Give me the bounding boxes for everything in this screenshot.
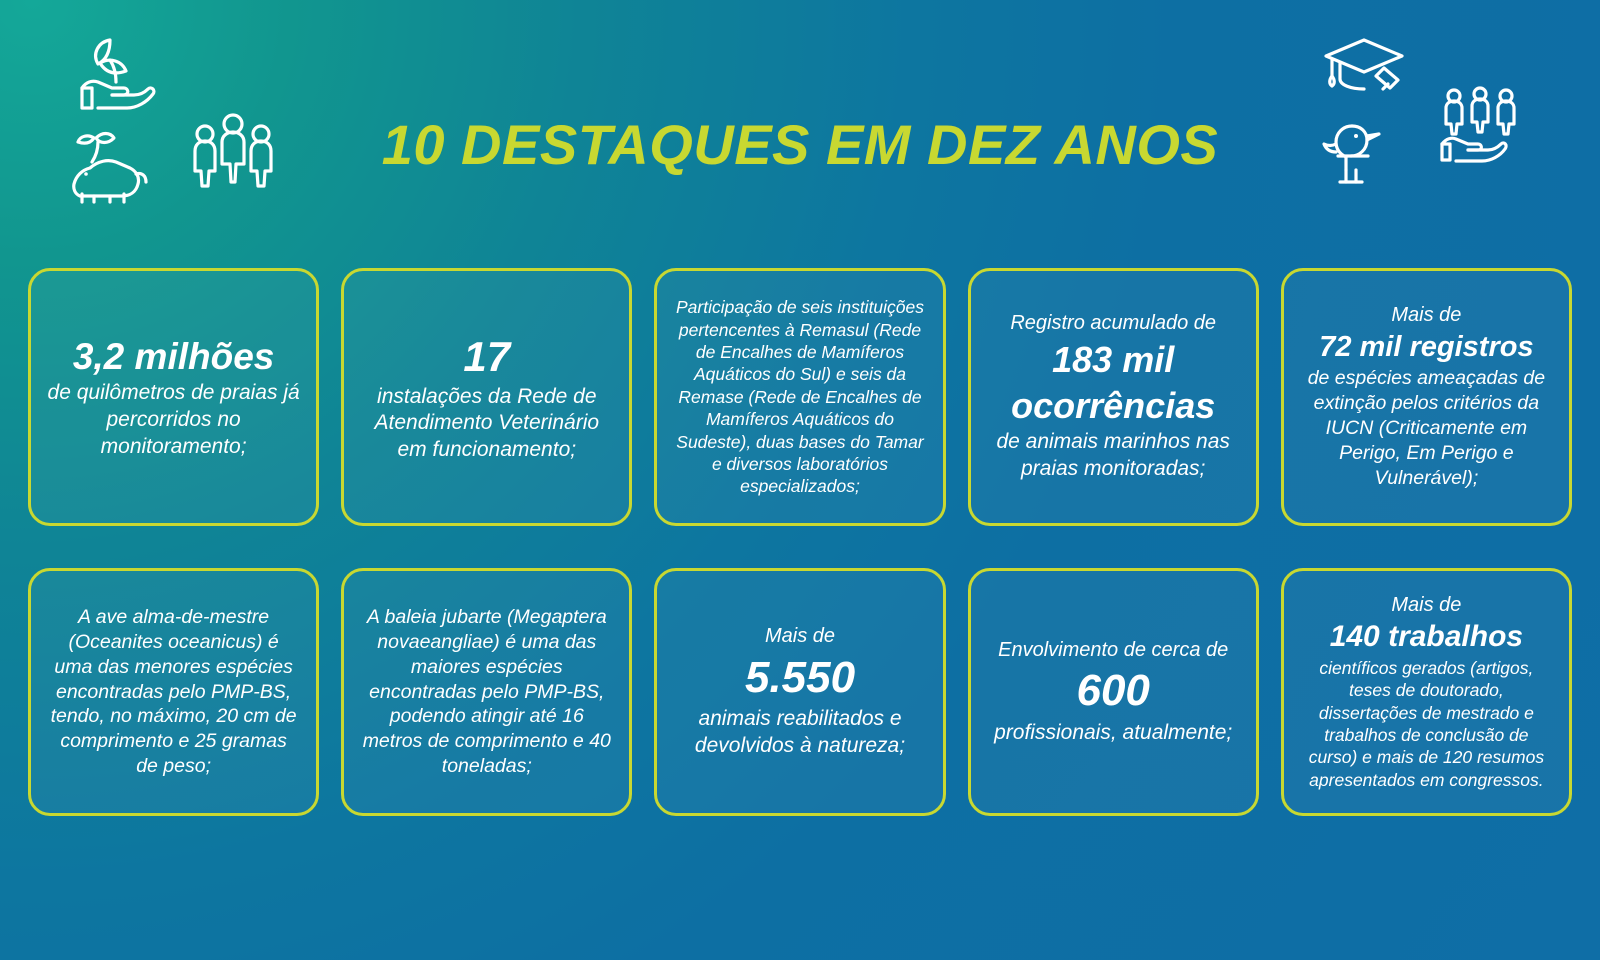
card-8-lead: Mais de [764,625,835,648]
card-10-text: científicos gerados (artigos, teses de doutorado, dissertações de mestrado e trabalhos de conclusão de curso) e mais de 120 resumos apresentados em congressos. [1308,657,1545,790]
card-2-text: instalações da Rede de Atendimento Veterinário em funcionamento; [374,384,600,462]
card-10-lead: Mais de [1391,593,1462,616]
card-8-text: animais reabilitados e devolvidos à natureza; [694,707,906,757]
card-4-lead: Registro acumulado de [1010,312,1217,335]
highlight-card-8 [654,568,945,816]
highlight-card-1 [28,268,319,526]
highlight-card-5 [1281,268,1572,526]
card-1-text: de quilômetros de praias já percorridos no monitoramento; [47,381,300,459]
card-5-text: de espécies ameaçadas de extinção pelos critérios da IUCN (Criticamente em Perigo, Em Perigo e Vulnerável); [1307,366,1546,489]
card-9-text: profissionais, atualmente; [994,720,1233,744]
card-2-number: 17 [463,332,511,380]
highlight-card-7 [341,568,632,816]
highlight-card-3 [654,268,945,526]
card-7-text: A baleia jubarte (Megaptera novaeangliae) é uma das maiores espécies encontradas pelo PMP-BS, podendo atingir até 16 metros de comprimento e 40 toneladas; [362,605,611,778]
card-5-number: 72 mil registros [1319,330,1534,363]
poster-header [0,0,1600,250]
card-5-lead: Mais de [1391,304,1462,327]
graduation-cap-icon [1314,30,1414,106]
card-9-lead: Envolvimento de cerca de [998,638,1229,661]
highlight-card-2 [341,268,632,526]
highlight-card-10 [1281,568,1572,816]
card-9-number: 600 [1076,666,1150,716]
highlights-grid [28,268,1572,816]
highlight-card-9 [968,568,1259,816]
page-title: 10 DESTAQUES EM DEZ ANOS [381,113,1219,176]
card-4-number: 183 mil ocorrências [1011,338,1216,426]
card-8-number: 5.550 [744,652,856,702]
highlight-card-4 [968,268,1259,526]
card-6-text: A ave alma-de-mestre (Oceanites oceanicus) é uma das menores espécies encontradas pelo PMP-BS, tendo, no máximo, 20 cm de comprimento e 25 gramas de peso; [50,605,297,778]
card-1-number: 3,2 milhões [72,336,275,377]
card-10-number: 140 trabalhos [1329,620,1524,654]
card-4-text: de animais marinhos nas praias monitoradas; [996,430,1230,480]
highlight-card-6 [28,568,319,816]
card-3-text: Participação de seis instituições pertencentes à Remasul (Rede de Encalhes de Mamíferos Aquáticos do Sul) e seis da Remase (Rede de Encalhes de Mamíferos Aquáticos do Sudeste), duas bases do Tamar e diversos laboratórios especializados; [675,297,925,497]
hand-holding-plant-icon [64,30,168,116]
